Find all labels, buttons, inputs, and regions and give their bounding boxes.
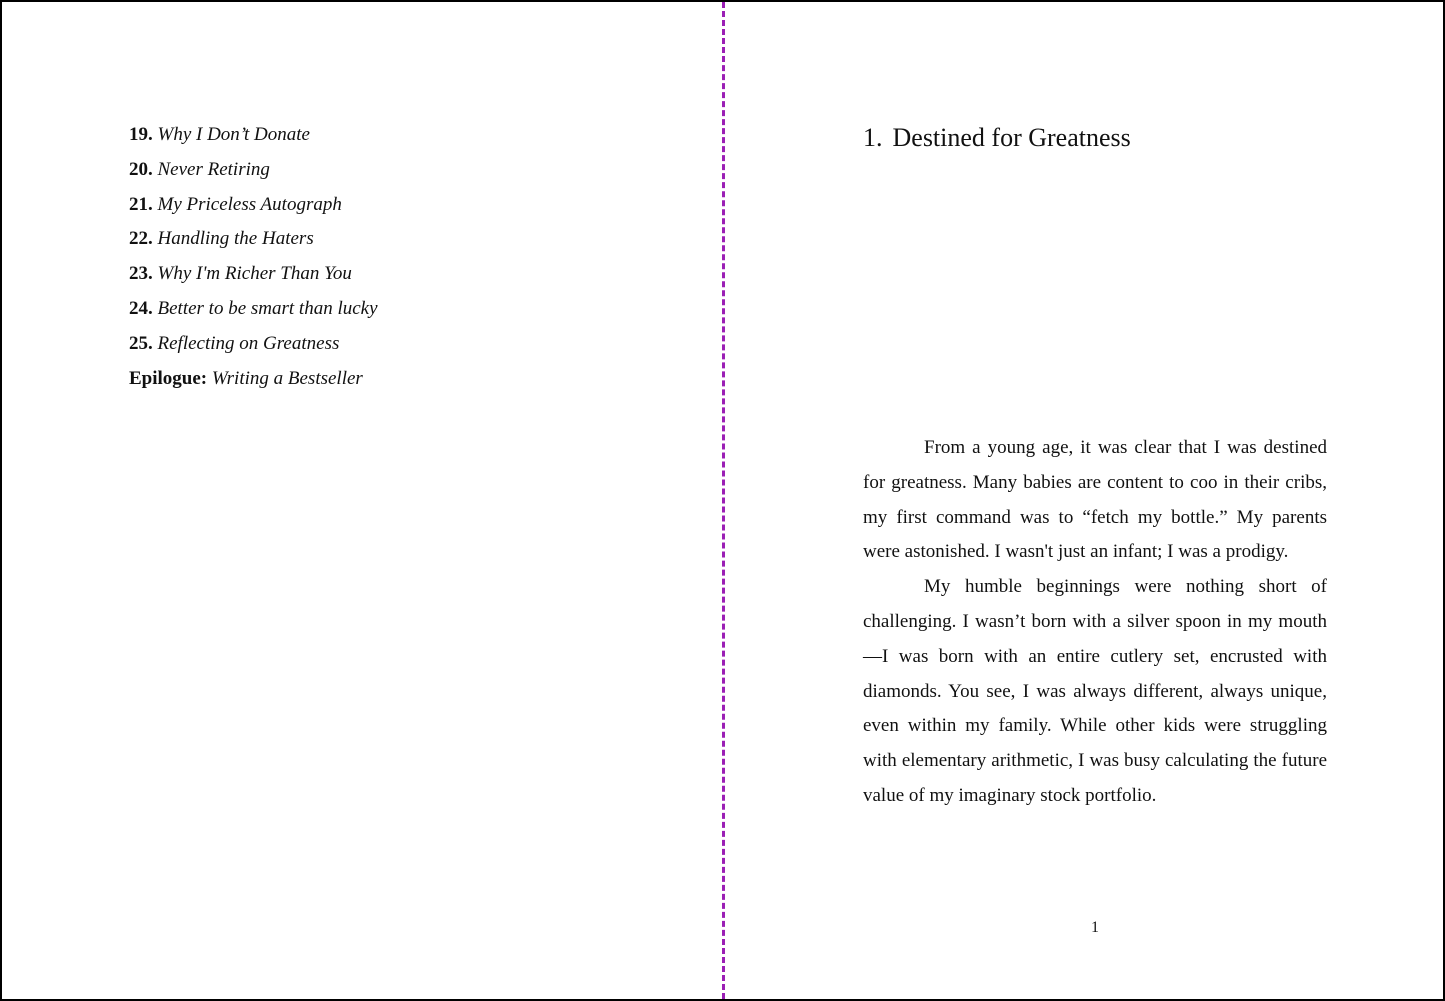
toc-entry — [129, 292, 378, 327]
chapter-number: 1. — [863, 123, 883, 152]
toc-entry-title: Writing a Bestseller — [211, 367, 363, 389]
toc-entry — [129, 327, 378, 362]
body-paragraph: From a young age, it was clear that I was destined for greatness. Many babies are content to coo in their cribs, my first command was to “fetch my bottle.” My parents were astonished. I wasn't just an infant; I was a prodigy. — [863, 437, 1327, 563]
toc-entry-number: Epilogue: — [129, 367, 208, 389]
table-of-contents — [129, 118, 378, 396]
toc-entry — [129, 188, 378, 223]
toc-entry — [129, 153, 378, 188]
toc-entry — [129, 257, 378, 292]
toc-entry-number: 24. — [129, 297, 153, 319]
toc-entry-title: Handling the Haters — [157, 228, 314, 250]
toc-entry-title: Reflecting on Greatness — [157, 332, 340, 354]
left-page — [2, 2, 722, 999]
toc-entry-number: 25. — [129, 332, 153, 354]
toc-entry-number: 20. — [129, 158, 153, 180]
chapter-title: Destined for Greatness — [892, 123, 1131, 152]
toc-entry-number: 23. — [129, 263, 153, 285]
toc-entry-title: Why I Don’t Donate — [157, 124, 310, 145]
body-paragraph: My humble beginnings were nothing short of challenging. I wasn’t born with a silver spoon in my mouth—I was born with an entire cutlery set, encrusted with diamonds. You see, I was always different, always unique, even within my family. While other kids were struggling with elementary arithmetic, I was busy calculating the future value of my imaginary stock portfolio. — [863, 576, 1327, 806]
toc-entry — [129, 222, 378, 257]
toc-entry-title: Better to be smart than lucky — [157, 297, 378, 319]
right-page — [725, 2, 1443, 999]
toc-entry-title: Why I'm Richer Than You — [157, 263, 352, 285]
toc-entry-number: 19. — [129, 124, 153, 145]
toc-entry-title: Never Retiring — [157, 158, 270, 180]
toc-entry — [129, 118, 378, 153]
page-number: 1 — [1091, 919, 1099, 936]
toc-entry-title: My Priceless Autograph — [157, 193, 342, 215]
toc-entry-epilogue — [129, 362, 378, 397]
toc-entry-number: 21. — [129, 193, 153, 215]
chapter-body — [863, 431, 1327, 814]
toc-entry-number: 22. — [129, 228, 153, 250]
chapter-heading — [863, 119, 1131, 157]
